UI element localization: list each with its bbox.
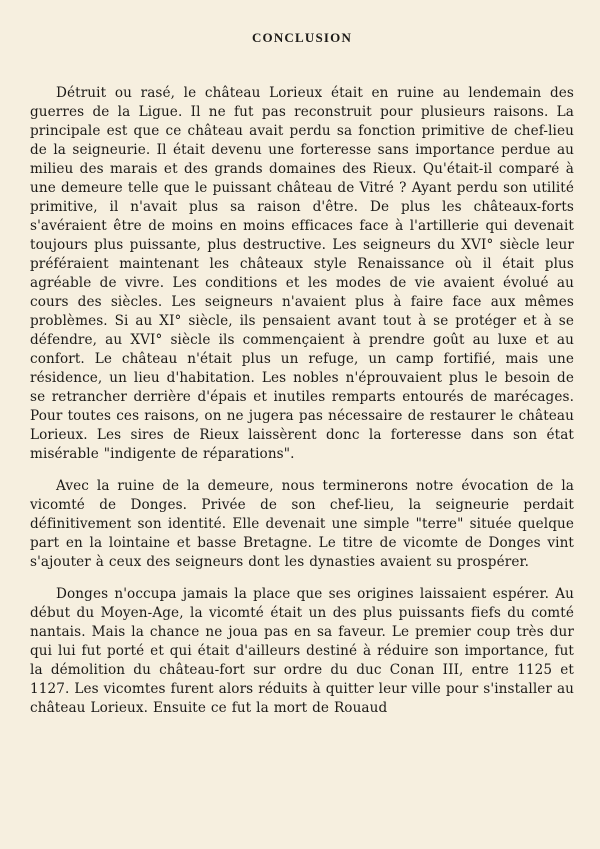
paragraph-3: Donges n'occupa jamais la place que ses origines laissaient espérer. Au début du Moyen-Age, la vicomté était un des plus puissants fiefs du comté nantais. Mais la chance ne joua pas en sa faveur. Le premier coup très dur qui lui fut porté et qui était d'ailleurs destiné à réduire son importance, fut la démolition du château-fort sur ordre du duc Conan III, entre 1125 et 1127. Les vicomtes furent alors réduits à quitter leur ville pour s'installer au château Lorieux. Ensuite ce fut la mort de Rouaud (30, 586, 574, 716)
paragraph-1: Détruit ou rasé, le château Lorieux était en ruine au lendemain des guerres de la Ligue. Il ne fut pas reconstruit pour plusieurs raisons. La principale est que ce château avait perdu sa fonction primitive de chef-lieu de la seigneurie. Il était devenu une forteresse sans importance perdue au milieu des marais et des grands domaines des Rieux. Qu'était-il comparé à une demeure telle que le puissant château de Vitré ? Ayant perdu son utilité primitive, il n'avait plus sa raison d'être. De plus les châteaux-forts s'avéraient être de moins en moins efficaces face à l'artillerie qui devenait toujours plus puissante, plus destructive. Les seigneurs du XVI° siècle leur préféraient maintenant les châteaux style Renaissance où il était plus agréable de vivre. Les conditions et les modes de vie avaient évolué au cours des siècles. Les seigneurs n'avaient plus à faire face aux mêmes problèmes. Si au XI° siècle, ils pensaient avant tout à se protéger et à se défendre, au XVI° siècle ils commençaient à prendre goût au luxe et au confort. Le château n'était plus un refuge, un camp fortifié, mais une résidence, un lieu d'habitation. Les nobles n'éprouvaient plus le besoin de se retrancher derrière d'épais et inutiles remparts entourés de marécages. Pour toutes ces raisons, on ne jugera pas nécessaire de restaurer le château Lorieux. Les sires de Rieux laissèrent donc la forteresse dans son état misérable "indigente de réparations". (30, 85, 574, 462)
page-title: CONCLUSION (251, 30, 353, 45)
paragraph-2: Avec la ruine de la demeure, nous terminerons notre évocation de la vicomté de Donges. Privée de son chef-lieu, la seigneurie perdait définitivement son identité. Elle devenait une simple "terre" située quelque part en la lointaine et basse Bretagne. Le titre de vicomte de Donges vint s'ajouter à ceux des seigneurs dont les dynasties avaient su prospérer. (30, 478, 574, 570)
